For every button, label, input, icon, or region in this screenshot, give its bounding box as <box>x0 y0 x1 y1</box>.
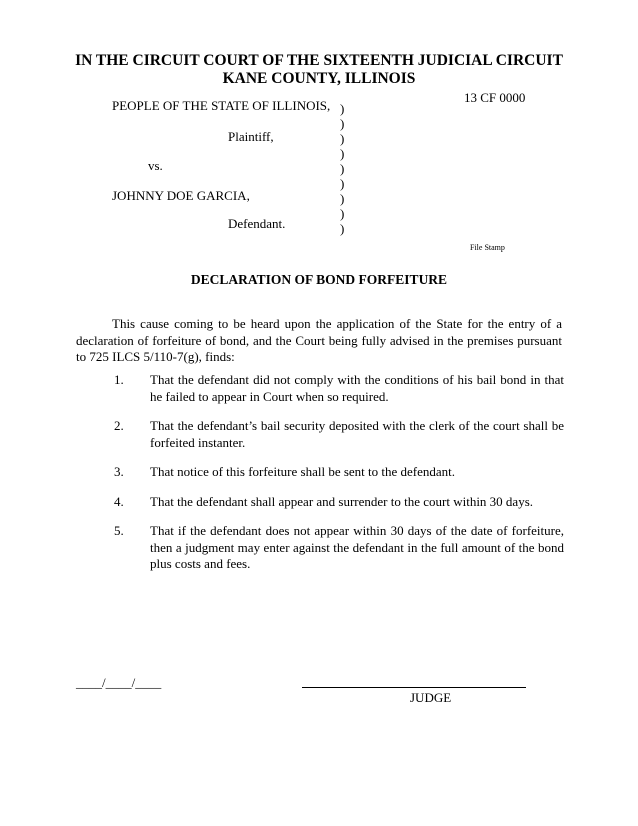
date-blank: ____/____/____ <box>76 675 162 690</box>
finding-item <box>76 418 564 451</box>
finding-text: That the defendant shall appear and surrender to the court within 30 days. <box>150 493 534 509</box>
finding-item <box>76 372 564 405</box>
court-name: IN THE CIRCUIT COURT OF THE SIXTEENTH JUDICIAL CIRCUIT <box>75 52 563 69</box>
caption-paren: ) <box>340 131 345 146</box>
finding-text: That the defendant did not comply with the conditions of his bail bond in that he failed to appear in Court when so required. <box>150 372 564 404</box>
finding-text: That the defendant’s bail security deposited with the clerk of the court shall be forfeited instanter. <box>150 418 564 450</box>
case-number: 13 CF 0000 <box>464 90 526 105</box>
finding-item <box>76 494 564 511</box>
intro-paragraph: This cause coming to be heard upon the application of the State for the entry of a declaration of forfeiture of bond, and the Court being fully advised in the premises pursuant to 725 ILCS 5/110-7(g), finds: <box>76 316 562 364</box>
caption-paren: ) <box>340 161 345 176</box>
finding-number: 2. <box>114 418 124 433</box>
defendant-role: Defendant. <box>228 216 286 231</box>
document-title: DECLARATION OF BOND FORFEITURE <box>190 272 448 287</box>
finding-item <box>76 464 564 481</box>
finding-text: That if the defendant does not appear within 30 days of the date of forfeiture, then a judgment may enter against the defendant in the full amount of the bond plus costs and fees. <box>150 523 564 571</box>
caption-paren: ) <box>340 116 345 131</box>
defendant-name: JOHNNY DOE GARCIA, <box>112 188 250 203</box>
caption-paren: ) <box>340 146 345 161</box>
judge-signature-line <box>302 687 526 688</box>
plaintiff-role: Plaintiff, <box>228 129 274 144</box>
plaintiff-name: PEOPLE OF THE STATE OF ILLINOIS, <box>112 98 331 113</box>
county-name: KANE COUNTY, ILLINOIS <box>222 70 416 87</box>
finding-number: 3. <box>114 464 124 479</box>
caption-paren: ) <box>340 191 345 206</box>
findings-list <box>76 372 564 586</box>
file-stamp-label: File Stamp <box>470 243 505 252</box>
caption-paren: ) <box>340 206 345 221</box>
finding-item <box>76 523 564 573</box>
finding-number: 4. <box>114 493 124 509</box>
finding-number: 5. <box>114 523 124 538</box>
judge-label: JUDGE <box>410 690 452 705</box>
finding-text: That notice of this forfeiture shall be sent to the defendant. <box>150 464 456 479</box>
finding-number: 1. <box>114 372 124 387</box>
caption-paren: ) <box>340 176 345 191</box>
versus-label: vs. <box>148 158 163 173</box>
caption-paren: ) <box>340 101 345 116</box>
caption-paren: ) <box>340 221 345 236</box>
